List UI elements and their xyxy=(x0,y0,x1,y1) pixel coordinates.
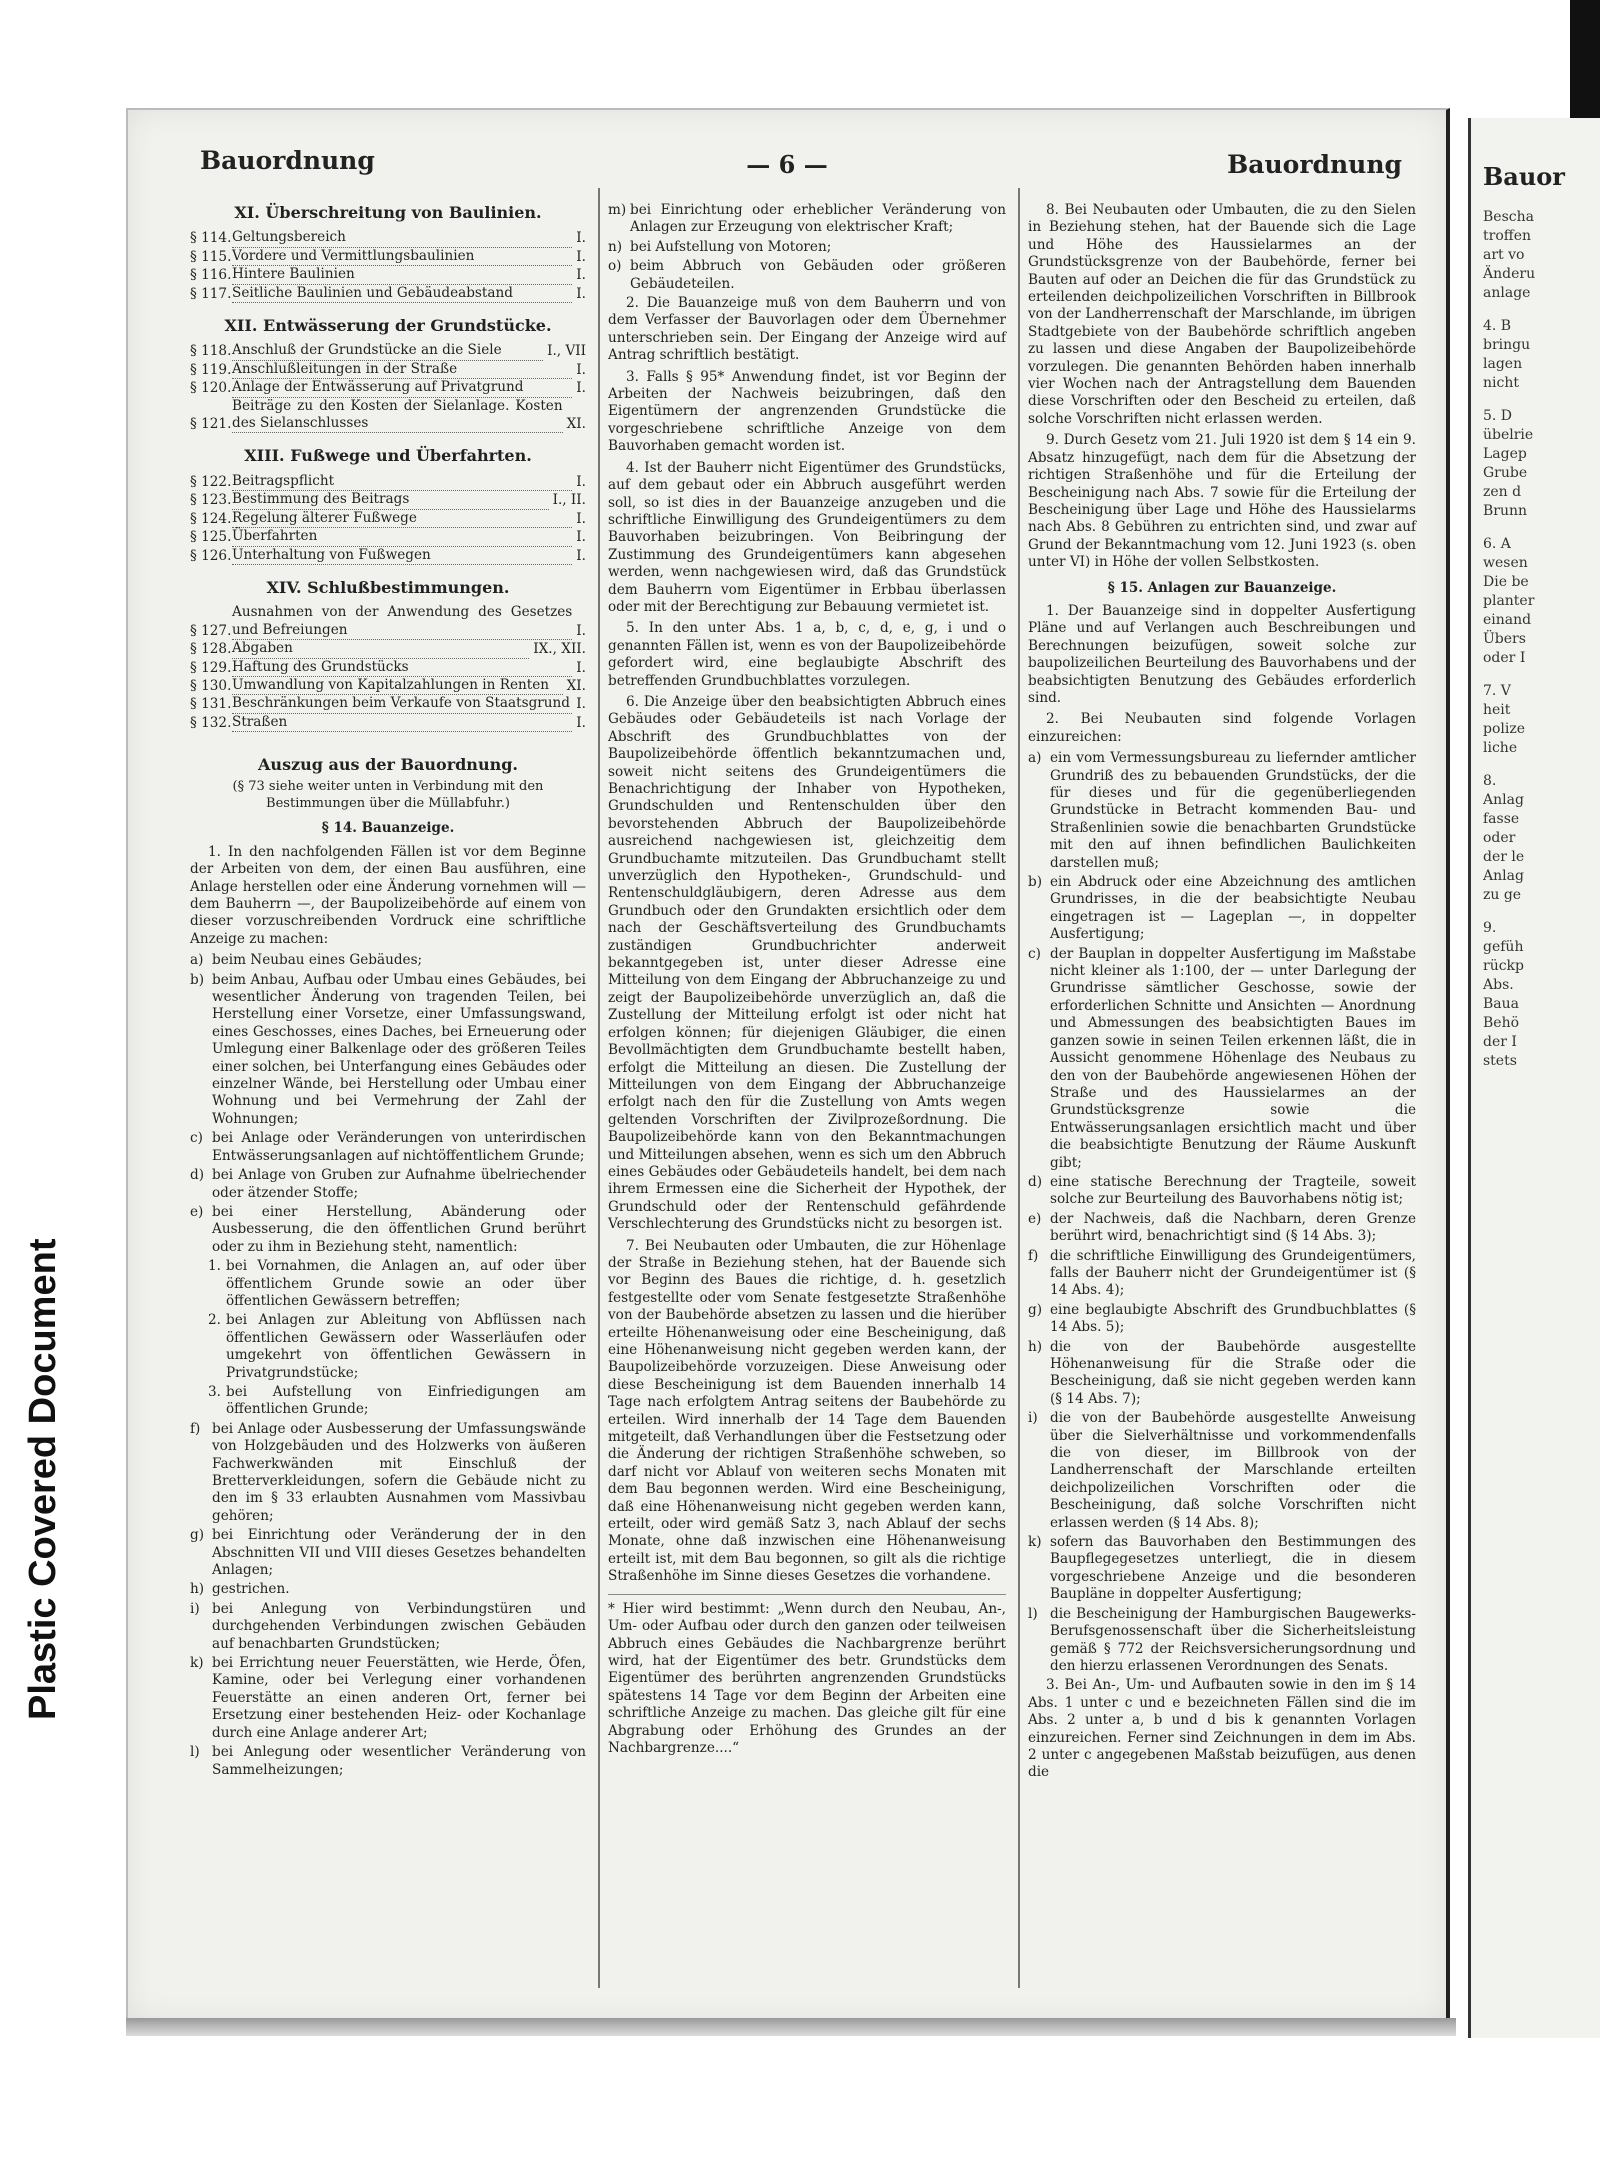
next-page-line: 8. xyxy=(1483,773,1497,789)
item-text: bei Anlage von Gruben zur Aufnahme übelriechender oder ätzender Stoffe; xyxy=(212,1167,586,1201)
list-item xyxy=(190,1527,586,1579)
next-page-line: Anlag xyxy=(1483,792,1524,808)
toc-ref: XI. xyxy=(566,677,586,694)
item-text: bei Einrichtung oder Veränderung der in den Abschnitten VII und VIII dieses Gesetzes behandelten Anlagen; xyxy=(212,1527,586,1579)
section-15-title: § 15. Anlagen zur Bauanzeige. xyxy=(1107,579,1337,596)
next-page-line: Änderu xyxy=(1483,266,1536,282)
toc-number: § 127. xyxy=(190,622,232,639)
toc-number: § 118. xyxy=(190,343,232,360)
item-letter: 2. xyxy=(208,1312,221,1329)
next-page-line xyxy=(1483,303,1535,317)
toc-row xyxy=(190,473,586,491)
toc-row xyxy=(190,510,586,528)
toc-number: § 125. xyxy=(190,529,232,546)
item-text: bei Vornahmen, die Anlagen an, auf oder über öffentlichem Grunde sowie an oder über öffentlichen Gewässern betreffen; xyxy=(226,1258,586,1309)
toc-title: Überfahrten xyxy=(232,528,572,546)
toc-row xyxy=(190,640,586,658)
toc-number: § 114. xyxy=(190,230,232,247)
next-page-line: Grube xyxy=(1483,465,1528,481)
item-letter: i) xyxy=(1028,1410,1038,1427)
item-text: die Bescheinigung der Hamburgischen Baugewerks-Berufsgenossenschaft über die Sicherheitsleistung gemäß § 772 der Reichsversicherungsordnung und den hierzu erlassenen Verordnungen des Senats. xyxy=(1050,1605,1416,1674)
toc-number: § 115. xyxy=(190,248,232,265)
toc-number: § 128. xyxy=(190,641,232,658)
item-letter: 3. xyxy=(208,1383,221,1400)
next-page-line xyxy=(1483,905,1535,919)
next-page-line: anlage xyxy=(1483,285,1531,301)
next-page-line: der le xyxy=(1483,849,1525,865)
next-page-line: heit xyxy=(1483,702,1511,718)
item-text: beim Anbau, Aufbau oder Umbau eines Gebäudes, bei wesentlicher Änderung von tragenden Teilen, bei Herstellung einer Vorsetze, einer Umfassungswand, eines Geschosses, eines Daches, bei Erneuerung oder Umlegung einer Balkenlage oder des größeren Teiles einer solchen, bei Unterfangung eines Gebäudes oder einzelner Wände, bei Herstellung oder Umbau einer Wohnung und bei Vermehrung der Zahl der Wohnungen; xyxy=(212,971,586,1127)
footnote: * Hier wird bestimmt: „Wenn durch den Neubau, An-, Um- oder Aufbau oder durch den ganzen oder teilweisen Abbruch eines Gebäudes die Nachbargrenze berührt wird, hat der Eigentümer des betr. Grundstücks dem Eigentümer des berührten angrenzenden Grundstücks spätestens 14 Tage vor dem Beginn der Arbeiten eine schriftliche Anzeige zu machen. Das gleiche gilt für eine Abgrabung oder Erhöhung des Grundes an der Nachbargrenze....“ xyxy=(608,1594,1006,1758)
item-text: die von der Baubehörde ausgestellte Anweisung über die Sielverhältnisse und vorkommendenfalls die von dieser, im Billbrook von der Landherrenschaft der Marschlande erteilten deichpolizeilichen Vorschriften oder die Bescheinigung, daß solche Vorschriften nicht erlassen werden (§ 14 Abs. 8); xyxy=(1050,1410,1416,1531)
next-page-line: 4. B xyxy=(1483,318,1512,334)
toc-row xyxy=(190,379,586,397)
toc-title: Geltungsbereich xyxy=(232,229,572,247)
list-item xyxy=(1028,1248,1416,1300)
side-label: Plastic Covered Document xyxy=(22,1238,64,1720)
header-left: Bauordnung xyxy=(200,146,375,175)
item-letter: e) xyxy=(190,1203,204,1220)
next-page-line: zu ge xyxy=(1483,887,1522,903)
list-item xyxy=(190,972,586,1129)
item-letter: f) xyxy=(190,1420,201,1437)
item-list xyxy=(608,202,1006,293)
toc-ref: I. xyxy=(576,285,586,302)
item-letter: h) xyxy=(190,1581,205,1598)
paragraph: 1. In den nachfolgenden Fällen ist vor dem Beginne der Arbeiten von dem, der einen Bau ausführen, eine Anlage herstellen oder eine Änderung vornehmen will — dem Bauherrn —, der Baupolizeibehörde auf einem von dieser vorzuschreibenden Vordruck eine schriftliche Anzeige zu machen: xyxy=(190,843,586,947)
item-text: ein Abdruck oder eine Abzeichnung des amtlichen Grundrisses, in die der beabsichtigte Neubau eingetragen ist — Lageplan —, in doppelter Ausfertigung; xyxy=(1050,874,1416,943)
list-item xyxy=(1028,750,1416,872)
item-letter: c) xyxy=(190,1130,203,1147)
toc-row xyxy=(190,398,586,434)
item-letter: l) xyxy=(1028,1605,1038,1622)
next-page-line: zen d xyxy=(1483,484,1522,500)
next-page-line: Anlag xyxy=(1483,868,1524,884)
toc-row xyxy=(190,229,586,247)
item-letter: 1. xyxy=(208,1258,221,1275)
toc-ref: I. xyxy=(576,659,586,676)
toc-title: Umwandlung von Kapitalzahlungen in Renten xyxy=(232,677,563,695)
item-text: bei Errichtung neuer Feuerstätten, wie Herde, Öfen, Kamine, oder bei Verlegung einer vorhandenen Feuerstätte an einen anderen Ort, ferner bei Ersetzung einer bestehenden Heiz- oder Kochanlage durch eine Anlage anderer Art; xyxy=(212,1655,586,1741)
item-text: bei Anlagen zur Ableitung von Abflüssen nach öffentlichen Gewässern oder Wasserläufen oder umgekehrt von öffentlichen Gewässern in Privatgrundstücke; xyxy=(226,1312,586,1381)
paragraph: 4. Ist der Bauherr nicht Eigentümer des Grundstücks, auf dem gebaut oder ein Abbruch ausgeführt werden soll, so ist dies in der Bauanzeige anzugeben und die schriftliche Einwilligung des Grundeigentümers zu dem Bauvorhaben beizubringen. Von Beibringung der Zustimmung des Grundeigentümers kann abgesehen werden, wenn nachgewiesen wird, daß das Grundstück dem Bauherrn vom Eigentümer in Erbbau überlassen oder mit der Berechtigung zur Bebauung vermietet ist. xyxy=(608,459,1006,615)
toc-ref: I. xyxy=(576,547,586,564)
paragraphs xyxy=(608,295,1006,1586)
section-title: XII. Entwässerung der Grundstücke. xyxy=(224,316,552,336)
toc-ref: IX., XII. xyxy=(533,641,586,658)
toc-ref: I. xyxy=(576,361,586,378)
list-item xyxy=(190,1167,586,1202)
item-letter: n) xyxy=(608,238,623,255)
item-letter: a) xyxy=(190,952,204,969)
item-text: eine statische Berechnung der Tragteile, soweit solche zur Beurteilung des Bauvorhabens nötig ist; xyxy=(1050,1173,1416,1208)
item-letter: a) xyxy=(1028,750,1042,767)
toc-title: Unterhaltung von Fußwegen xyxy=(232,547,572,565)
item-text: ein vom Vermessungsbureau zu liefernder amtlicher Grundriß des zu bebauenden Grundstücks, der die für dieses und für die gegenüberliegenden Grundstücke in Betracht kommenden Bau- und Straßenlinien sowie die benachbarten Grundstücke mit den auf ihnen befindlichen Baulichkeiten darstellen muß; xyxy=(1050,750,1416,871)
toc-number: § 124. xyxy=(190,510,232,527)
toc-number: § 129. xyxy=(190,659,232,676)
item-list xyxy=(1028,750,1416,1675)
paragraph: 3. Bei An-, Um- und Aufbauten sowie in den im § 14 Abs. 1 unter c und e bezeichneten Fällen sind die im Abs. 2 unter a, b und d bis k genannten Vorlagen einzureichen. Ferner sind Zeichnungen in dem im Abs. 2 unter c angegebenen Maßstab beizufügen, aus denen die xyxy=(1028,1677,1416,1781)
item-text: bei einer Herstellung, Abänderung oder Ausbesserung, die den öffentlichen Grund berührt oder zu ihm in Beziehung steht, namentlich: xyxy=(212,1203,586,1255)
list-item xyxy=(190,1601,586,1653)
next-page-line: nicht xyxy=(1483,375,1519,391)
item-letter: k) xyxy=(190,1655,204,1672)
next-page-line: 5. D xyxy=(1483,408,1513,424)
item-text: gestrichen. xyxy=(212,1581,290,1598)
toc-title: Vordere und Vermittlungsbaulinien xyxy=(232,248,572,266)
item-text: beim Neubau eines Gebäudes; xyxy=(212,952,423,969)
item-text: bei Aufstellung von Motoren; xyxy=(630,238,832,255)
section-title: XI. Überschreitung von Baulinien. xyxy=(234,203,542,222)
toc-row xyxy=(190,547,586,565)
list-item xyxy=(190,1744,586,1779)
item-text: sofern das Bauvorhaben den Bestimmungen des Baupflegegesetzes unterliegt, die in diesem vorgeschriebene Anzeige und die besonderen Baupläne in doppelter Ausfertigung; xyxy=(1050,1534,1416,1603)
paragraph: 7. Bei Neubauten oder Umbauten, die zur Höhenlage der Straße in Beziehung stehen, hat der Bauende sich vor Beginn des Baues die richtige, d. h. gesetzlich festgestellte oder vom Senate festgesetzte Straßenhöhe von der Baubehörde absetzen zu lassen und die hierüber erteilte Höhenanweisung oder eine Bescheinigung, daß eine Höhenanweisung nicht gegeben werden kann, der Baupolizeibehörde vorzuzeigen. Diese Anweisung oder diese Bescheinigung ist dem Bauenden innerhalb 14 Tage nach erfolgtem Antrag seitens der Baubehörde zu erteilen. Wird innerhalb der 14 Tage dem Bauenden mitgeteilt, daß Verhandlungen über die Festsetzung oder die Änderung der richtigen Straßenhöhe schweben, so darf nicht vor Ablauf von weiteren sechs Monaten mit dem Bau begonnen werden. Wird eine Bescheinigung, daß eine Höhenanweisung nicht gegeben werden kann, erteilt, oder wird gemäß Satz 3, nach Ablauf der sechs Monate, ohne daß inzwischen eine Höhenanweisung erteilt ist, mit dem Bau begonnen, so gilt als die richtige Straßenhöhe im Sinne dieses Gesetzes die vorhandene. xyxy=(608,1237,1006,1585)
toc-title: Beitragspflicht xyxy=(232,473,572,491)
spacer xyxy=(190,565,586,577)
list-item xyxy=(1028,874,1416,944)
next-page-line: Bescha xyxy=(1483,209,1534,225)
next-page-line: Die be xyxy=(1483,574,1529,590)
sub-list-item xyxy=(208,1258,586,1310)
item-text: eine beglaubigte Abschrift des Grundbuchblattes (§ 14 Abs. 5); xyxy=(1050,1301,1416,1336)
toc-ref: I. xyxy=(576,714,586,731)
item-list xyxy=(190,952,586,1256)
toc-ref: I., VII xyxy=(547,343,586,360)
toc-row xyxy=(190,714,586,732)
item-text: der Nachweis, daß die Nachbarn, deren Grenze berührt wird, benachrichtigt sind (§ 14 Abs. 3); xyxy=(1050,1210,1416,1245)
item-text: bei Anlage oder Ausbesserung der Umfassungswände von Holzgebäuden und des Holzwerks von äußeren Fachwerkwänden mit Einschluß der Bretterverkleidungen, sofern die Gebäude nicht zu den im § 33 erlaubten Ausnahmen vom Massivbau gehören; xyxy=(212,1420,586,1524)
next-page-line: oder I xyxy=(1483,650,1526,666)
list-item xyxy=(190,1655,586,1742)
section-title: XIII. Fußwege und Überfahrten. xyxy=(244,446,532,466)
item-letter: d) xyxy=(190,1167,205,1184)
item-text: bei Anlegung von Verbindungstüren und durchgehenden Verbindungen zwischen Gebäuden auf benachbarten Grundstücken; xyxy=(212,1600,586,1652)
paragraph: 5. In den unter Abs. 1 a, b, c, d, e, g, i und o genannten Fällen ist, wenn es von der Baupolizeibehörde gefordert wird, eine beglaubigte Abschrift des betreffenden Grundbuchblattes vorzulegen. xyxy=(608,620,1006,689)
sub-item-list xyxy=(190,1258,586,1419)
toc-title: Anschlußleitungen in der Straße xyxy=(232,361,572,379)
list-item xyxy=(1028,1302,1416,1337)
next-page-line: einand xyxy=(1483,612,1532,628)
toc-row xyxy=(190,528,586,546)
toc-ref: I. xyxy=(576,622,586,639)
next-page-line: übelrie xyxy=(1483,427,1534,443)
paragraph: 6. Die Anzeige über den beabsichtigten Abbruch eines Gebäudes oder Gebäudeteils ist nach Vorlage der Abschrift des Grundbuchblattes von der Baupolizeibehörde öffentlich bekanntzumachen und, soweit nicht seitens des Grundeigentümers die Benachrichtigung der Inhaber von Hypotheken, Grundschulden und Rentenschulden über den bevorstehenden Abbruch der Baupolizeibehörde ausreichend nachgewiesen ist, gleichzeitig dem Grundbuchamte mitzuteilen. Das Grundbuchamt stellt unverzüglich den Hypotheken-, Grundschuld- und Rentenschuldgläubigern, deren Adresse aus dem Grundbuch oder den Grundakten ersichtlich oder dem nach der Geschäftsverteilung des Grundbuchamts zuständigen Grundbuchrichter anderweit bekanntgegeben ist, unter dieser Adresse eine Mitteilung von dem Eingang der Abbruchanzeige zu und zeigt der Baupolizeibehörde unverzüglich an, daß die Zustellung der Mitteilung erfolgt ist oder nicht hat erfolgen können; für diejenigen Gläubiger, die einen Bevollmächtigten dem Grundbuchamte bestellt haben, erfolgt die Mitteilung an diesen. Die Zustellung der Mitteilungen von dem Eingang der Abbruchanzeige erfolgt nach den für die Zustellung von Amts wegen geltenden Vorschriften der Zivilprozeßordnung. Die Baupolizeibehörde kann von den Bekanntmachungen und Mitteilungen absehen, wenn es sich um den Abbruch eines Gebäudes oder Gebäudeteils handelt, bei dem nach ihrem Ermessen eine die Sicherheit der Hypothek, der Grundschuld oder der Rentenschuld gefährdende Verschlechterung des Grundstücks nicht zu besorgen ist. xyxy=(608,693,1006,1233)
toc-number: § 120. xyxy=(190,380,232,397)
item-letter: d) xyxy=(1028,1173,1043,1190)
toc-ref: I. xyxy=(576,529,586,546)
list-item xyxy=(190,952,586,969)
item-letter: f) xyxy=(1028,1247,1039,1264)
item-letter: g) xyxy=(190,1527,205,1544)
item-text: bei Aufstellung von Einfriedigungen am öffentlichen Grunde; xyxy=(226,1383,586,1418)
list-item xyxy=(1028,1534,1416,1604)
list-item xyxy=(190,1130,586,1165)
toc-number: § 117. xyxy=(190,285,232,302)
next-page-line: fasse xyxy=(1483,811,1520,827)
toc-ref: I. xyxy=(576,473,586,490)
item-letter: g) xyxy=(1028,1301,1043,1318)
list-item xyxy=(190,1204,586,1256)
next-page-lines xyxy=(1483,208,1535,1071)
toc-title: Haftung des Grundstücks xyxy=(232,659,572,677)
paragraphs xyxy=(1028,202,1416,572)
document-page xyxy=(126,108,1450,2022)
column-rule xyxy=(598,188,600,1988)
toc-row xyxy=(190,677,586,695)
column-2 xyxy=(608,202,1006,1757)
next-page-line: wesen xyxy=(1483,555,1528,571)
next-page-line: 9. xyxy=(1483,920,1497,936)
next-page-line: art vo xyxy=(1483,247,1525,263)
toc-title: Ausnahmen von der Anwendung des Gesetzes und Befreiungen xyxy=(232,604,572,640)
paragraph: 2. Die Bauanzeige muß von dem Bauherrn und von dem Verfasser der Bauvorlagen oder dem Übernehmer unterschrieben sein. Der Eingang der Anzeige wird auf Antrag schriftlich bestätigt. xyxy=(608,295,1006,364)
toc-row xyxy=(190,491,586,509)
item-letter: b) xyxy=(1028,874,1043,891)
item-letter: e) xyxy=(1028,1210,1042,1227)
next-page-header: Bauor xyxy=(1483,162,1565,191)
item-letter: h) xyxy=(1028,1338,1043,1355)
toc-row xyxy=(190,361,586,379)
next-page-line: Lagep xyxy=(1483,446,1527,462)
next-page-line: Abs. xyxy=(1483,977,1514,993)
item-text: bei Anlage oder Veränderungen von unterirdischen Entwässerungsanlagen auf nichtöffentlichem Grunde; xyxy=(212,1130,586,1164)
toc-ref: I. xyxy=(576,380,586,397)
toc-title: Beschränkungen beim Verkaufe von Staatsgrund xyxy=(232,695,572,713)
list-item xyxy=(190,1581,586,1598)
next-page-line: Brunn xyxy=(1483,503,1528,519)
list-item xyxy=(608,239,1006,256)
toc-ref: I. xyxy=(576,230,586,247)
next-page-line: Übers xyxy=(1483,631,1526,647)
next-page-line: Behö xyxy=(1483,1015,1520,1031)
column-rule xyxy=(1018,188,1020,1988)
toc-ref: I., II. xyxy=(552,492,586,509)
spacer xyxy=(190,433,586,445)
item-text: bei Anlegung oder wesentlicher Veränderung von Sammelheizungen; xyxy=(212,1744,586,1778)
paragraph: 9. Durch Gesetz vom 21. Juli 1920 ist dem § 14 ein 9. Absatz hinzugefügt, nach dem für die Absetzung der richtigen Straßenhöhe und für die Erteilung der Bescheinigung nach Abs. 7 sowie für die Erteilung der Bescheinigung über Lage und Höhe des Haussielarms nach Abs. 8 Gebühren zu entrichten sind, und zwar auf Grund der Bekanntmachung vom 12. Juni 1923 (s. oben unter VI) in Höhe der vollen Selbstkosten. xyxy=(1028,432,1416,571)
next-page-line: planter xyxy=(1483,593,1535,609)
next-page-line: der I xyxy=(1483,1034,1517,1050)
item-letter: k) xyxy=(1028,1534,1042,1551)
toc-ref: XI. xyxy=(566,416,586,433)
next-page-line: liche xyxy=(1483,740,1518,756)
toc-row xyxy=(190,604,586,640)
toc-number: § 130. xyxy=(190,677,232,694)
next-page-line xyxy=(1483,521,1535,535)
toc-title: Seitliche Baulinien und Gebäudeabstand xyxy=(232,285,572,303)
list-item xyxy=(1028,1174,1416,1209)
item-letter: b) xyxy=(190,971,205,988)
toc-number: § 116. xyxy=(190,267,232,284)
toc-title: Regelung älterer Fußwege xyxy=(232,510,572,528)
toc-ref: I. xyxy=(576,267,586,284)
toc-title: Abgaben xyxy=(232,640,529,658)
next-page-line xyxy=(1483,668,1535,682)
next-page-line: lagen xyxy=(1483,356,1523,372)
spacer xyxy=(190,732,586,744)
next-page-line: 7. V xyxy=(1483,683,1511,699)
toc-ref: I. xyxy=(576,696,586,713)
spacer xyxy=(190,303,586,315)
next-page-fragment xyxy=(1468,118,1600,2038)
toc-number: § 131. xyxy=(190,696,232,713)
toc-title: Hintere Baulinien xyxy=(232,266,572,284)
toc-row xyxy=(190,695,586,713)
toc-number: § 122. xyxy=(190,473,232,490)
toc-ref: I. xyxy=(576,248,586,265)
item-text: beim Abbruch von Gebäuden oder größeren Gebäudeteilen. xyxy=(630,258,1006,292)
next-page-line: stets xyxy=(1483,1053,1517,1069)
toc-number: § 126. xyxy=(190,547,232,564)
toc-row xyxy=(190,342,586,360)
toc-title: Anschluß der Grundstücke an die Siele xyxy=(232,342,543,360)
section-14-title: § 14. Bauanzeige. xyxy=(321,820,455,837)
item-letter: o) xyxy=(608,258,622,275)
paragraph: 8. Bei Neubauten oder Umbauten, die zu den Sielen in Beziehung stehen, hat der Bauende sich die Lage und Höhe des Haussielarmes an der Grundstücksgrenze von der Baubehörde, ferner bei Bauten auf oder an Deichen die für das Grundstück zu erteilenden deichpolizeilichen Vorschriften in Billbrook von der Landherrenschaft der Marschlande, im übrigen Stadtgebiete von der Baubehörde schriftlich angeben zu lassen und diese Angaben der Baupolizeibehörde vorzulegen. Die genannten Behörden haben innerhalb vier Wochen nach der Antragstellung dem Bauenden diese Vorschriften oder den Bescheid zu erteilen, daß solche Vorschriften nicht erlassen werden. xyxy=(1028,202,1416,427)
section-title: XIV. Schlußbestimmungen. xyxy=(266,577,510,597)
sub-list-item xyxy=(208,1312,586,1382)
item-text: die schriftliche Einwilligung des Grundeigentümers, falls der Bauherr nicht der Grundeigentümer ist (§ 14 Abs. 4); xyxy=(1050,1247,1416,1299)
column-1 xyxy=(190,202,586,1781)
item-letter: m) xyxy=(608,202,627,218)
toc-title: Bestimmung des Beitrags xyxy=(232,491,549,509)
item-text: die von der Baubehörde ausgestellte Höhenanweisung für die Straße oder die Bescheinigung, daß sie nicht gegeben werden kann (§ 14 Abs. 7); xyxy=(1050,1338,1416,1407)
column-3 xyxy=(1028,202,1416,1786)
extract-title: Auszug aus der Bauordnung. xyxy=(258,755,518,775)
toc-number: § 119. xyxy=(190,361,232,378)
toc-row xyxy=(190,659,586,677)
toc-row xyxy=(190,266,586,284)
sub-list-item xyxy=(208,1384,586,1419)
next-page-line xyxy=(1483,393,1535,407)
toc-title: Beiträge zu den Kosten der Sielanlage. Kosten des Sielanschlusses xyxy=(232,398,563,434)
toc-number: § 132. xyxy=(190,714,232,731)
toc-title: Straßen xyxy=(232,714,572,732)
paragraph: 3. Falls § 95* Anwendung findet, ist vor Beginn der Arbeiten der Nachweis beizubringen, daß den Eigentümern der angrenzenden Grundstücke die vorgeschriebene schriftliche Anzeige von dem Bauvorhaben gemacht worden ist. xyxy=(608,368,1006,455)
table-of-contents xyxy=(190,204,586,744)
next-page-line: rückp xyxy=(1483,958,1524,974)
next-page-line: troffen xyxy=(1483,228,1531,244)
header-right: Bauordnung xyxy=(1227,150,1402,179)
item-text: der Bauplan in doppelter Ausfertigung im Maßstabe nicht kleiner als 1:100, der — unter Darlegung der Grundrisse sämtlicher Geschosse, sowie der erforderlichen Schnitte und Ansichten — Anordnung und Abmessungen des beabsichtigten Baues im ganzen sowie in seinen Teilen erkennen läßt, die in Aussicht genommene Höhenlage des Neubaus zu den von der Baubehörde angewiesenen Höhen der Straße und des Haussielarmes an der Grundstücksgrenze sowie die Entwässerungsanlagen ersichtlich macht und über die beabsichtigte Benutzung der Räume Auskunft gibt; xyxy=(1050,945,1416,1171)
item-letter: l) xyxy=(190,1744,200,1761)
page-number: — 6 — xyxy=(746,150,828,179)
next-page-line: bringu xyxy=(1483,337,1531,353)
next-page-line xyxy=(1483,758,1535,772)
page-edge-shadow xyxy=(126,2018,1456,2036)
next-page-line: oder xyxy=(1483,830,1516,846)
item-list xyxy=(190,1421,586,1779)
toc-row xyxy=(190,248,586,266)
item-text: bei Einrichtung oder erheblicher Veränderung von Anlagen zur Erzeugung von elektrischer Kraft; xyxy=(630,202,1006,236)
paragraph: 1. Der Bauanzeige sind in doppelter Ausfertigung Pläne und auf Verlangen auch Beschreibungen und Berechnungen beizufügen, soweit solche zur baupolizeilichen Beurteilung des Bauvorhabens und der beabsichtigten Benutzung des Gebäudes erforderlich sind. xyxy=(1028,602,1416,706)
list-item xyxy=(608,258,1006,293)
toc-row xyxy=(190,285,586,303)
list-item xyxy=(1028,1211,1416,1246)
list-item xyxy=(1028,1606,1416,1676)
item-letter: i) xyxy=(190,1600,200,1617)
toc-number: § 123. xyxy=(190,492,232,509)
next-page-line: gefüh xyxy=(1483,939,1524,955)
next-page-line: 6. A xyxy=(1483,536,1511,552)
list-item xyxy=(190,1421,586,1525)
list-item xyxy=(1028,946,1416,1172)
item-letter: c) xyxy=(1028,945,1041,962)
toc-ref: I. xyxy=(576,510,586,527)
next-page-line: polize xyxy=(1483,721,1526,737)
list-item xyxy=(608,202,1006,237)
paragraph: 2. Bei Neubauten sind folgende Vorlagen einzureichen: xyxy=(1028,711,1416,745)
next-page-line: Baua xyxy=(1483,996,1519,1012)
list-item xyxy=(1028,1410,1416,1532)
extract-subtitle: (§ 73 siehe weiter unten in Verbindung mit den Bestimmungen über die Müllabfuhr.) xyxy=(232,778,544,811)
list-item xyxy=(1028,1339,1416,1409)
toc-number: § 121. xyxy=(190,416,232,433)
toc-title: Anlage der Entwässerung auf Privatgrund xyxy=(232,379,572,397)
